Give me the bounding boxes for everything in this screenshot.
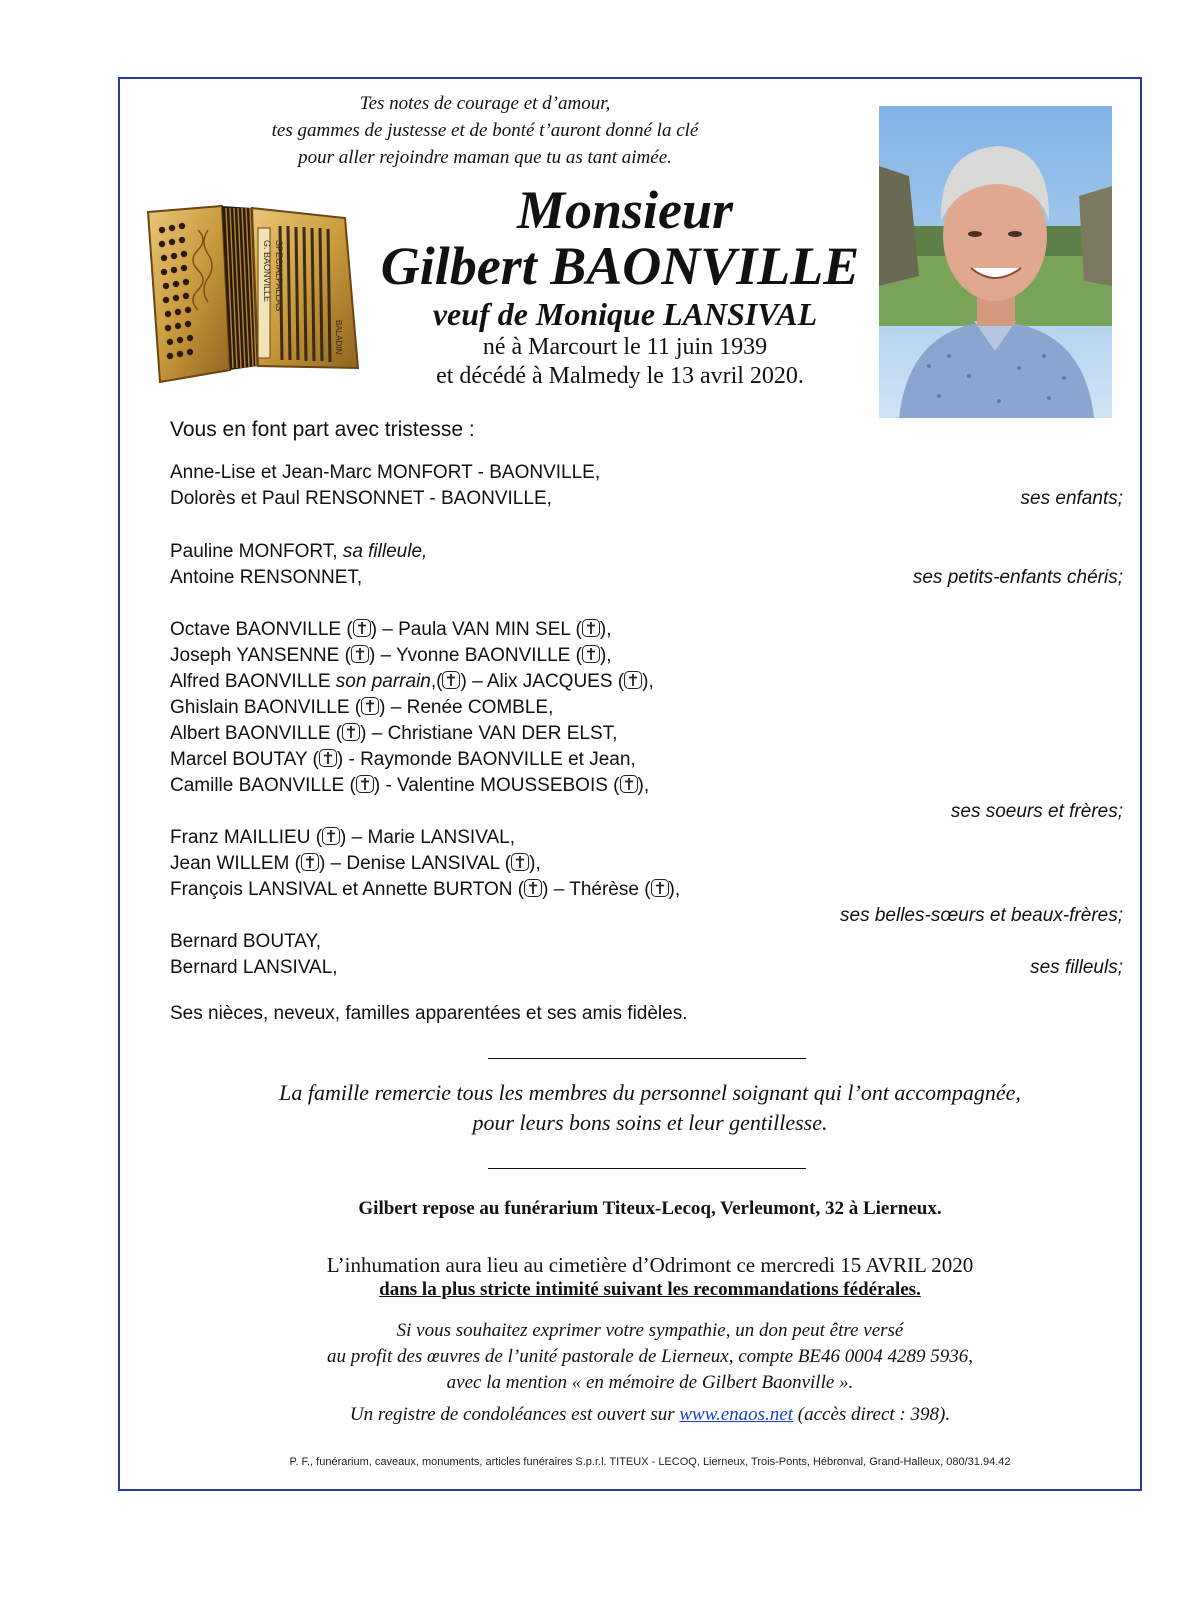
family-line [170,773,649,799]
cross-icon [353,619,371,637]
family-text: ) – Thérèse ( [542,879,651,900]
cross-icon [624,671,642,689]
family-note: sa filleule, [342,541,428,562]
family-text: ), [599,619,612,640]
registry-text [160,1404,1140,1426]
family-line [170,539,427,565]
cross-icon [351,645,369,663]
cross-icon [342,723,360,741]
others-line: Ses nièces, neveux, familles apparentées et ses amis fidèles. [170,1003,688,1024]
cross-icon [524,879,542,897]
family-text: Alfred BAONVILLE [170,671,336,692]
accordion-label-3: BALADIN [334,320,343,355]
family-line: Bernard BOUTAY, [170,931,322,952]
family-text: Albert BAONVILLE ( [170,723,343,744]
divider [488,1058,806,1059]
family-line [170,851,541,877]
death-line: et décédé à Malmedy le 13 avril 2020. [436,363,804,389]
cross-icon [582,645,600,663]
family-text: ) - Raymonde BAONVILLE et Jean, [336,749,636,770]
cross-icon [356,775,374,793]
family-line [170,721,617,747]
cross-icon [442,671,460,689]
family-line [170,825,515,851]
family-line [170,695,553,721]
family-note: son parrain [335,671,431,692]
sympathy-text [160,1318,1140,1396]
family-text: ) – Renée COMBLE, [379,697,554,718]
portrait-photo [879,106,1112,418]
footer-text: P. F., funérarium, caveaux, monuments, articles funéraires S.p.r.l. TITEUX - LECOQ, Lierneux, Trois-Ponts, Hébronval, Grand-Halleux, 080/31.94.42 [289,1456,1011,1468]
sympathy-line: Si vous souhaitez exprimer votre sympathie, un don peut être versé [396,1320,904,1341]
family-line [170,747,636,773]
family-text: ) – Christiane VAN DER ELST, [360,723,618,744]
sympathy-line: avec la mention « en mémoire de Gilbert Baonville ». [446,1372,854,1393]
relation-inlaws: ses belles-sœurs et beaux-frères; [840,905,1123,926]
widow-line: veuf de Monique LANSIVAL [432,296,818,332]
family-text: Jean WILLEM ( [170,853,301,874]
inhumation-text: L’inhumation aura lieu au cimetière d’Odrimont ce mercredi 15 AVRIL 2020 [326,1253,974,1277]
thanks-line: La famille remercie tous les membres du personnel soignant qui l’ont accompagnée, [279,1080,1021,1105]
registry-after: (accès direct : 398). [793,1404,951,1425]
cross-icon [361,697,379,715]
family-text: ) – Yvonne BAONVILLE ( [368,645,582,666]
divider [488,1168,806,1169]
family-line [170,617,611,643]
family-text: Ghislain BAONVILLE ( [170,697,362,718]
family-text: ), [599,645,612,666]
relation-godchildren: ses filleuls; [1030,957,1123,978]
accordion-label-2: SPECIALPALLAS [274,240,284,312]
accordion-image [140,200,370,390]
family-text: Octave BAONVILLE ( [170,619,353,640]
family-line: Bernard LANSIVAL, [170,957,338,978]
cross-icon [620,775,638,793]
family-line: Dolorès et Paul RENSONNET - BAONVILLE, [170,488,552,509]
family-text: Franz MAILLIEU ( [170,827,323,848]
cross-icon [322,827,340,845]
deceased-name: Gilbert BAONVILLE [380,236,860,296]
thanks-line: pour leurs bons soins et leur gentillesse. [472,1110,828,1135]
poem [230,90,740,171]
family-line [170,877,680,903]
family-text: ,( [430,671,443,692]
family-line: Antoine RENSONNET, [170,567,363,588]
family-text: Marcel BOUTAY ( [170,749,319,770]
family-text: ) – Paula VAN MIN SEL ( [370,619,582,640]
cross-icon [301,853,319,871]
relation-children: ses enfants; [1020,488,1123,509]
family-text: Joseph YANSENNE ( [170,645,351,666]
cross-icon [511,853,529,871]
family-line: Anne-Lise et Jean-Marc MONFORT - BAONVILLE, [170,462,601,483]
poem-line: pour aller rejoindre maman que tu as tant aimée. [298,147,672,168]
poem-line: Tes notes de courage et d’amour, [359,93,611,114]
inhumation-note: dans la plus stricte intimité suivant les recommandations fédérales. [379,1279,921,1300]
family-text: ) – Alix JACQUES ( [460,671,625,692]
sympathy-line: au profit des œuvres de l’unité pastorale de Lierneux, compte BE46 0004 4289 5936, [326,1346,974,1367]
repose-text: Gilbert repose au funérarium Titeux-Lecoq, Verleumont, 32 à Lierneux. [358,1198,942,1219]
registry-before: Un registre de condoléances est ouvert sur [349,1404,680,1425]
family-text: ), [642,671,654,692]
poem-line: tes gammes de justesse et de bonté t’auront donné la clé [271,120,699,141]
family-line [170,669,654,695]
family-text: ) - Valentine MOUSSEBOIS ( [373,775,620,796]
family-text: ) – Marie LANSIVAL, [340,827,515,848]
accordion-label-1: G. BAONVILLE [262,240,272,303]
family-text: ), [668,879,681,900]
condolence-link[interactable]: www.enaos.net [679,1404,794,1425]
family-text: François LANSIVAL et Annette BURTON ( [170,879,525,900]
family-text: ) – Denise LANSIVAL ( [318,853,512,874]
family-text: Camille BAONVILLE ( [170,775,356,796]
family-name: Pauline MONFORT, [170,541,343,562]
cross-icon [319,749,337,767]
intro-text: Vous en font part avec tristesse : [170,418,475,441]
family-line [170,643,612,669]
honorific: Monsieur [516,180,734,240]
relation-grandchildren: ses petits-enfants chéris; [912,567,1123,588]
relation-siblings: ses soeurs et frères; [950,801,1123,822]
family-text: ), [637,775,650,796]
family-text: ), [529,853,541,874]
cross-icon [582,619,600,637]
thanks-text [160,1078,1140,1138]
cross-icon [651,879,669,897]
birth-line: né à Marcourt le 11 juin 1939 [482,334,768,360]
